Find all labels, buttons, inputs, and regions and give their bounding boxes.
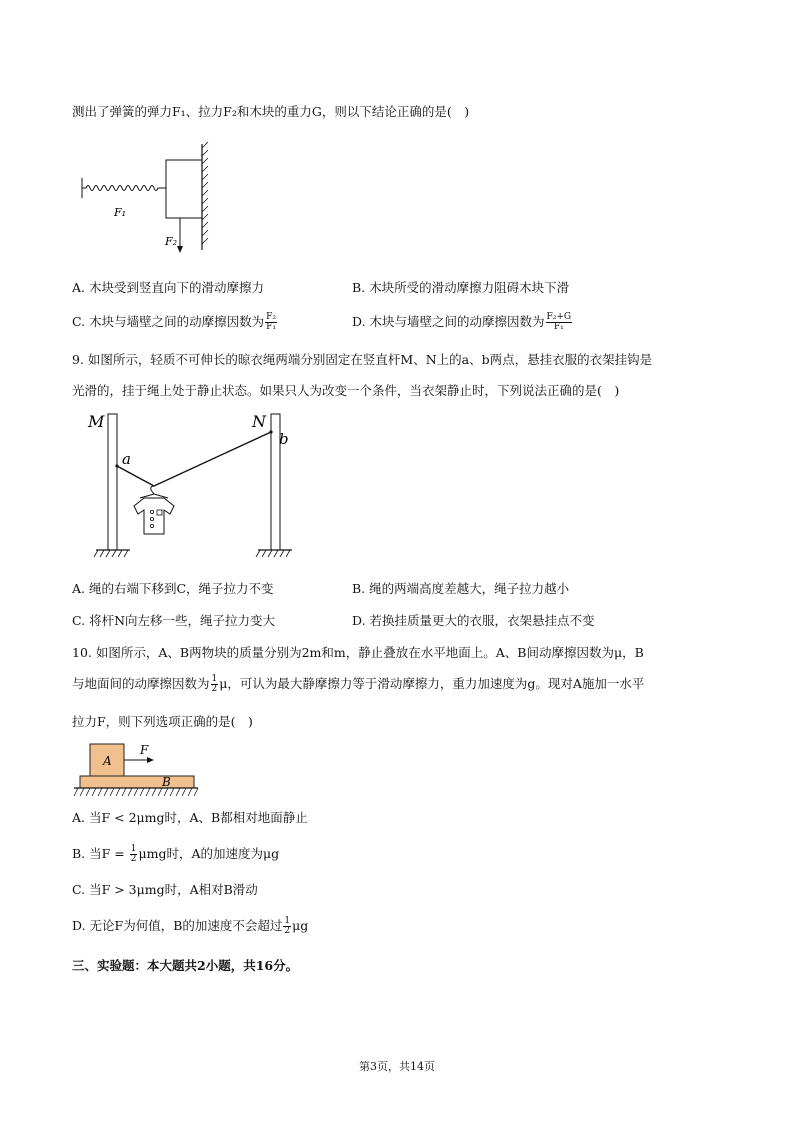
q10-stem-line2: 与地面间的动摩擦因数为 $\frac{1}{2}$ μ，可认为最大静摩擦力等于滑动摩擦力，重力加速度为g。现对A施加一水平 (72, 674, 645, 694)
q10-fraction-half: $\frac{1}{2}$ (211, 674, 218, 694)
q10-option-a[interactable]: A. 当F < 2μmg时，A、B都相对地面静止 (72, 810, 308, 825)
ground-hatch-right (256, 550, 290, 557)
q10-option-b-fraction: $\frac{1}{2}$ (130, 844, 137, 864)
label-b: b (279, 430, 289, 448)
force-f-arrowhead (147, 757, 154, 763)
q10-stem-line1: 10. 如图所示，A、B两物块的质量分别为2m和m，静止叠放在水平地面上。A、B间动摩擦因数为μ，B (72, 645, 644, 660)
q9-option-a[interactable]: A. 绳的右端下移到C，绳子拉力不变 (72, 581, 274, 596)
q10-option-d-fraction: $\frac{1}{2}$ (284, 916, 291, 936)
pole-m (108, 414, 117, 550)
block-b (80, 776, 194, 788)
q8-stem: 测出了弹簧的弹力F₁、拉力F₂和木块的重力G，则以下结论正确的是( ) (72, 104, 470, 119)
q10-option-d[interactable]: D. 无论F为何值，B的加速度不会超过 $\frac{1}{2}$ μg (72, 916, 309, 936)
q9-diagram (82, 408, 312, 566)
wood-block (166, 160, 202, 218)
wall-hatch (202, 142, 208, 244)
label-m: M (88, 412, 105, 431)
label-force-f: F (140, 743, 149, 757)
ground-hatch-left (94, 550, 128, 557)
ground-hatch (74, 788, 198, 796)
hanger-hook (151, 486, 154, 494)
q9-stem-line1: 9. 如图所示，轻质不可伸长的晾衣绳两端分别固定在竖直杆M、N上的a、b两点，悬挂衣服的衣架挂钩是 (72, 352, 653, 367)
shirt (134, 498, 174, 534)
q8-option-d[interactable] (352, 313, 573, 332)
q8-option-d-fraction: $\frac{\text{F₂+G}}{\text{F₁}}$ (546, 312, 572, 332)
q8-option-c[interactable] (72, 313, 278, 332)
spring (82, 186, 166, 191)
section-3-heading: 三、实验题：本大题共2小题，共16分。 (72, 958, 299, 973)
q10-stem-line3: 拉力F，则下列选项正确的是( ) (72, 714, 253, 729)
q9-option-b[interactable]: B. 绳的两端高度差越大，绳子拉力越小 (352, 581, 570, 596)
q10-diagram (72, 738, 200, 800)
q9-option-d[interactable]: D. 若换挂质量更大的衣服，衣架悬挂点不变 (352, 613, 595, 628)
clothesline (117, 432, 271, 486)
q10-option-b[interactable]: B. 当F = $\frac{1}{2}$ μmg时，A的加速度为μg (72, 844, 280, 864)
q8-option-c-text: C. 木块与墙壁之间的动摩擦因数为 (72, 314, 265, 329)
q8-option-d-text: D. 木块与墙壁之间的动摩擦因数为 (352, 314, 545, 329)
f2-arrowhead (177, 246, 183, 253)
page-footer: 第3页，共14页 (359, 1060, 435, 1073)
q8-option-b[interactable]: B. 木块所受的滑动摩擦力阻碍木块下滑 (352, 280, 570, 295)
q9-stem-line2: 光滑的，挂于绳上处于静止状态。如果只人为改变一个条件，当衣架静止时，下列说法正确的是( ) (72, 383, 620, 398)
q9-option-c[interactable]: C. 将杆N向左移一些，绳子拉力变大 (72, 613, 276, 628)
q8-diagram (72, 138, 222, 254)
q8-option-c-fraction: $\frac{\text{F₂}}{\text{F₁}}$ (266, 312, 276, 332)
q8-option-a[interactable]: A. 木块受到竖直向下的滑动摩擦力 (72, 280, 264, 295)
label-block-a: A (103, 754, 112, 768)
f2-label: F₂ (165, 235, 178, 248)
label-n: N (252, 412, 266, 431)
f1-label: F₁ (114, 206, 127, 219)
label-a: a (122, 450, 131, 468)
q10-option-c[interactable]: C. 当F > 3μmg时，A相对B滑动 (72, 882, 258, 897)
label-block-b: B (162, 775, 171, 789)
